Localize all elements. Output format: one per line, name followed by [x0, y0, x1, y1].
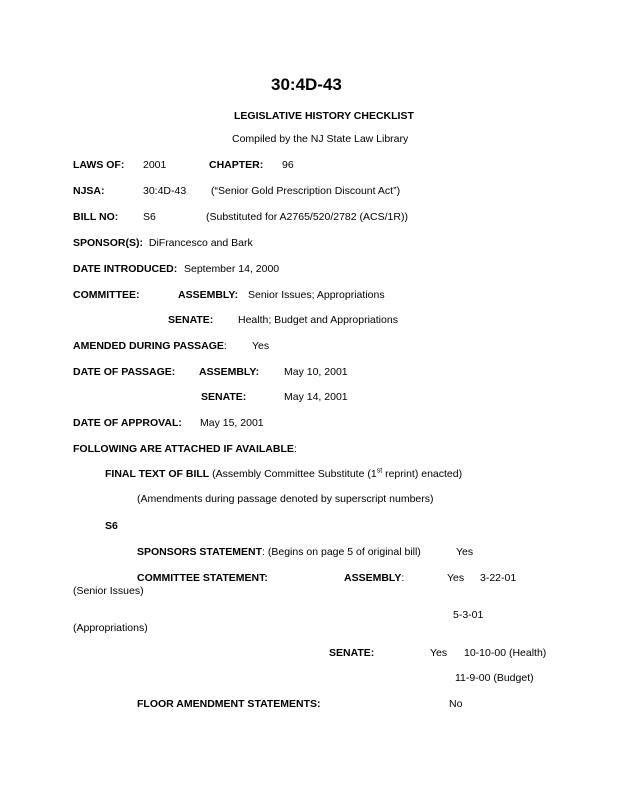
passage-assembly-label: ASSEMBLY: — [199, 366, 260, 378]
passage-senate-label: SENATE: — [201, 391, 247, 403]
cs-assembly-yes: Yes — [447, 572, 465, 584]
cs-senate-yes: Yes — [430, 647, 448, 659]
attachments-colon: : — [293, 443, 297, 455]
date-of-passage-label: DATE OF PASSAGE: — [73, 366, 176, 378]
date-introduced-value: September 14, 2000 — [184, 263, 280, 275]
sponsors-value: DiFrancesco and Bark — [148, 237, 253, 249]
cs-assembly-note1: (Senior Issues) — [73, 585, 144, 597]
passage-senate-date: May 14, 2001 — [284, 391, 348, 403]
sponsors-statement-note: : (Begins on page 5 of original bill) — [262, 546, 421, 558]
sponsors-statement-label: SPONSORS STATEMENT — [137, 546, 263, 558]
cs-assembly-date1: 3-22-01 — [480, 572, 517, 584]
sponsors-statement-row — [137, 547, 421, 558]
njsa-label: NJSA: — [73, 185, 105, 197]
final-text-row — [105, 469, 462, 480]
amended-label: AMENDED DURING PASSAGE — [73, 340, 224, 352]
laws-of-label: LAWS OF: — [73, 159, 125, 171]
njsa-value: 30:4D-43 — [143, 185, 187, 197]
cs-assembly-date2: 5-3-01 — [453, 609, 484, 621]
cs-senate-date2: 11-9-00 (Budget) — [455, 672, 534, 684]
cs-assembly-colon: : — [401, 572, 405, 584]
document-subtitle: LEGISLATIVE HISTORY CHECKLIST — [234, 110, 414, 122]
compiled-by: Compiled by the NJ State Law Library — [232, 133, 409, 145]
cs-senate-label: SENATE: — [329, 647, 375, 659]
s6-heading: S6 — [105, 520, 118, 532]
laws-of-value: 2001 — [143, 159, 167, 171]
act-name: (“Senior Gold Prescription Discount Act”) — [211, 185, 401, 197]
floor-amendment-value: No — [449, 698, 463, 710]
committee-assembly-value: Senior Issues; Appropriations — [248, 289, 385, 301]
chapter-label: CHAPTER: — [209, 159, 264, 171]
amended-row — [73, 341, 227, 352]
passage-assembly-date: May 10, 2001 — [284, 366, 348, 378]
committee-statement-label: COMMITTEE STATEMENT: — [137, 572, 268, 584]
committee-label: COMMITTEE: — [73, 289, 140, 301]
committee-senate-label: SENATE: — [168, 314, 214, 326]
sponsors-statement-value: Yes — [456, 546, 474, 558]
bill-no-value: S6 — [143, 211, 156, 223]
amended-colon: : — [223, 340, 227, 352]
attachments-heading — [73, 444, 297, 455]
bill-no-label: BILL NO: — [73, 211, 119, 223]
sponsors-row — [73, 238, 253, 249]
committee-senate-value: Health; Budget and Appropriations — [238, 314, 398, 326]
committee-assembly-label: ASSEMBLY: — [178, 289, 239, 301]
final-text-note-sup: st — [376, 467, 383, 475]
chapter-value: 96 — [282, 159, 294, 171]
final-text-note-b: reprint) enacted) — [382, 468, 463, 480]
final-text-note-a: (Assembly Committee Substitute (1 — [212, 468, 377, 480]
cs-assembly-label: ASSEMBLY — [344, 572, 402, 584]
amended-value: Yes — [252, 340, 270, 352]
cs-senate-date1: 10-10-00 (Health) — [464, 647, 547, 659]
sponsors-label: SPONSOR(S): — [73, 237, 144, 249]
cs-assembly-note2: (Appropriations) — [73, 622, 148, 634]
attachments-label: FOLLOWING ARE ATTACHED IF AVAILABLE — [73, 443, 294, 455]
floor-amendment-label: FLOOR AMENDMENT STATEMENTS: — [137, 698, 321, 710]
date-of-approval-label: DATE OF APPROVAL: — [73, 417, 182, 429]
bill-substitution-note: (Substituted for A2765/520/2782 (ACS/1R)) — [206, 211, 408, 223]
date-introduced-label: DATE INTRODUCED: — [73, 263, 178, 275]
amendments-note: (Amendments during passage denoted by superscript numbers) — [137, 493, 434, 505]
page-title: 30:4D-43 — [271, 75, 342, 94]
final-text-label: FINAL TEXT OF BILL — [105, 468, 210, 480]
cs-assembly-row — [344, 573, 404, 584]
date-of-approval-value: May 15, 2001 — [200, 417, 264, 429]
